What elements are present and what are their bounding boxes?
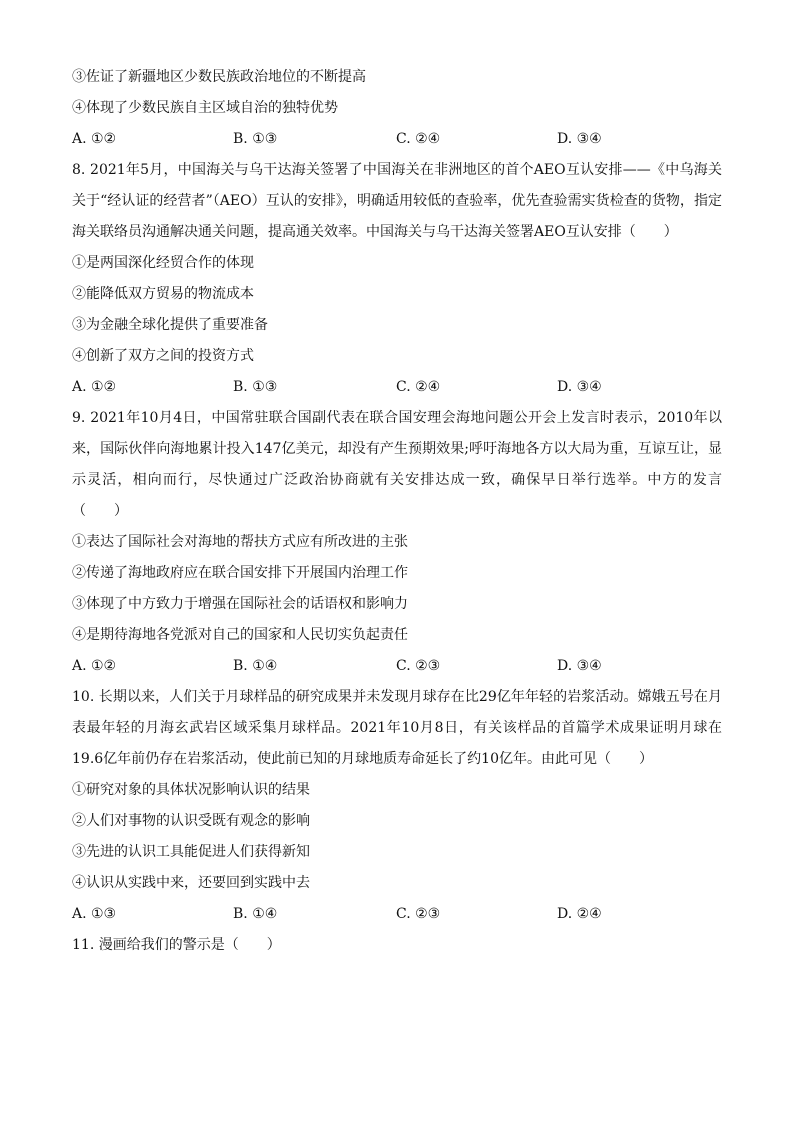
statement-4: ④创新了双方之间的投资方式 (72, 348, 254, 364)
statement-4: ④是期待海地各党派对自己的国家和人民切实负起责任 (72, 627, 408, 643)
option-b[interactable]: B. ①③ (233, 379, 278, 395)
statement-1: ①研究对象的具体状况影响认识的结果 (72, 782, 310, 798)
question-stem: 11. 漫画给我们的警示是（ ） (72, 937, 281, 953)
option-a[interactable]: A. ①② (72, 131, 117, 147)
option-d[interactable]: D. ③④ (557, 658, 602, 674)
option-b[interactable]: B. ①④ (233, 658, 278, 674)
option-d[interactable]: D. ③④ (557, 379, 602, 395)
option-a[interactable]: A. ①② (72, 658, 117, 674)
question-11 (72, 930, 722, 961)
question-stem: 8. 2021年5月，中国海关与乌干达海关签署了中国海关在非洲地区的首个AEO互认安排——《中乌海关关于“经认证的经营者”（AEO）互认的安排》，明确适用较低的查验率，优先查验需实货检查的货物，指定海关联络员沟通解决通关问题，提高通关效率。中国海关与乌干达海关签署AEO互认安排（ ） (72, 162, 722, 240)
statement-3: ③为金融全球化提供了重要准备 (72, 317, 268, 333)
statement-1: ①是两国深化经贸合作的体现 (72, 255, 254, 271)
statement-3: ③体现了中方致力于增强在国际社会的话语权和影响力 (72, 596, 408, 612)
option-c[interactable]: C. ②④ (396, 131, 441, 147)
statement-4: ④体现了少数民族自主区域自治的独特优势 (72, 100, 338, 116)
question-10 (72, 682, 722, 930)
option-b[interactable]: B. ①④ (233, 906, 278, 922)
statement-1: ①表达了国际社会对海地的帮扶方式应有所改进的主张 (72, 534, 408, 550)
option-d[interactable]: D. ③④ (557, 131, 602, 147)
statement-2: ②传递了海地政府应在联合国安排下开展国内治理工作 (72, 565, 408, 581)
options-row (72, 372, 722, 403)
question-7 (72, 62, 722, 155)
statement-3: ③佐证了新疆地区少数民族政治地位的不断提高 (72, 69, 366, 85)
options-row (72, 651, 722, 682)
question-stem: 9. 2021年10月4日，中国常驻联合国副代表在联合国安理会海地问题公开会上发言时表示，2010年以来，国际伙伴向海地累计投入147亿美元，却没有产生预期效果;呼吁海地各方以大局为重，互谅互让，显示灵活，相向而行，尽快通过广泛政治协商就有关安排达成一致，确保早日举行选举。中方的发言（ ） (72, 410, 722, 519)
option-a[interactable]: A. ①③ (72, 906, 117, 922)
exam-page (72, 62, 722, 961)
option-c[interactable]: C. ②④ (396, 379, 441, 395)
options-row (72, 899, 722, 930)
options-row (72, 124, 722, 155)
statement-3: ③先进的认识工具能促进人们获得新知 (72, 844, 310, 860)
option-b[interactable]: B. ①③ (233, 131, 278, 147)
question-8 (72, 155, 722, 403)
statement-2: ②能降低双方贸易的物流成本 (72, 286, 254, 302)
question-9 (72, 403, 722, 682)
statement-2: ②人们对事物的认识受既有观念的影响 (72, 813, 310, 829)
question-stem: 10. 长期以来，人们关于月球样品的研究成果并未发现月球存在比29亿年年轻的岩浆活动。嫦娥五号在月表最年轻的月海玄武岩区域采集月球样品。2021年10月8日，有关该样品的首篇学术成果证明月球在19.6亿年前仍存在岩浆活动，使此前已知的月球地质寿命延长了约10亿年。由此可见（ ） (72, 689, 722, 767)
statement-4: ④认识从实践中来，还要回到实践中去 (72, 875, 310, 891)
option-c[interactable]: C. ②③ (396, 906, 441, 922)
option-c[interactable]: C. ②③ (396, 658, 441, 674)
option-a[interactable]: A. ①② (72, 379, 117, 395)
option-d[interactable]: D. ②④ (557, 906, 602, 922)
